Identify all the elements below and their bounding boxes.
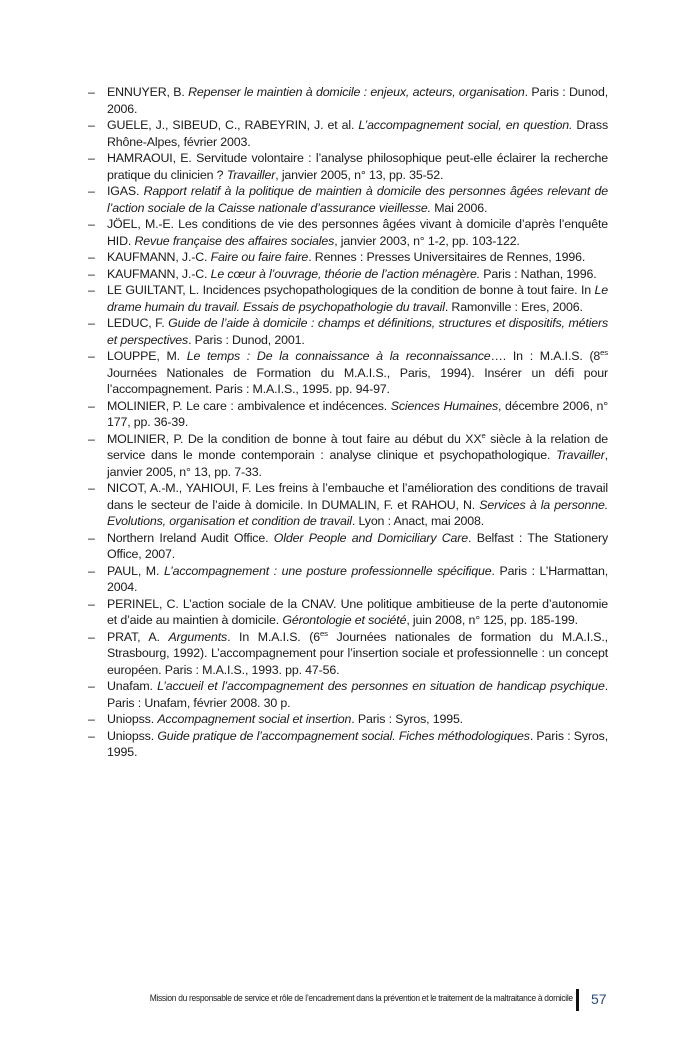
reference-text: ENNUYER, B.: [107, 85, 189, 99]
reference-text: JÖEL, M.-E. Les conditions de vie des personnes âgées vivant à domicile d’après l’enquête HID.: [107, 217, 608, 248]
reference-text: . Belfast : The Stationery Office, 2007.: [107, 530, 608, 561]
reference-title: Le drame humain du travail. Essais de psychopathologie du travail: [107, 283, 608, 314]
list-dash: –: [88, 596, 95, 611]
reference-item: [88, 84, 608, 117]
reference-item: [88, 266, 608, 283]
reference-text: Drass Rhône-Alpes, février 2003.: [107, 118, 608, 149]
list-dash: –: [88, 679, 95, 693]
reference-item: [88, 530, 608, 563]
reference-text: . Ramonville : Eres, 2006.: [444, 299, 583, 314]
list-dash: –: [88, 349, 95, 363]
reference-item: [88, 249, 608, 266]
reference-text: HAMRAOUI, E. Servitude volontaire : l’analyse philosophique peut-elle éclairer la recherche pratique du clinicien ?: [107, 151, 608, 182]
reference-text: Mai 2006.: [430, 200, 488, 215]
reference-text: MOLINIER, P. De la condition de bonne à tout faire au début du XX: [107, 431, 482, 446]
reference-item: [88, 183, 608, 216]
reference-text: . Paris : Syros, 1995.: [351, 712, 463, 726]
reference-item: [88, 711, 608, 728]
reference-text: Uniopss.: [107, 728, 158, 743]
list-dash: –: [88, 712, 95, 726]
reference-text: …. In : M.A.I.S. (8: [490, 349, 601, 363]
reference-text: . Lyon : Anact, mai 2008.: [351, 514, 485, 528]
reference-title: Le cœur à l’ouvrage, théorie de l’action ménagère.: [210, 266, 481, 281]
reference-text: . Rennes : Presses Universitaires de Rennes, 1996.: [308, 250, 586, 264]
reference-item: [88, 480, 608, 530]
reference-item: [88, 431, 608, 481]
reference-text: . Paris : Dunod, 2001.: [188, 332, 305, 347]
reference-title: Older People and Domiciliary Care: [273, 530, 469, 545]
reference-list: [88, 84, 608, 761]
reference-text: GUELE, J., SIBEUD, C., RABEYRIN, J. et al.: [107, 118, 359, 132]
reference-text: LOUPPE, M.: [107, 349, 187, 363]
reference-text: . Paris : Unafam, février 2008. 30 p.: [107, 679, 608, 710]
reference-item: [88, 563, 608, 596]
reference-text: KAUFMANN, J.-C.: [107, 250, 211, 264]
reference-title: Rapport relatif à la politique de maintien à domicile des personnes âgées relevant de l’action sociale de la Caisse nationale d’assurance vieillesse.: [107, 184, 608, 215]
reference-text: . Paris : L’Harmattan, 2004.: [107, 563, 608, 594]
reference-title: L’accueil et l’accompagnement des personnes en situation de handicap psychique: [157, 679, 605, 693]
reference-text: Uniopss.: [107, 712, 158, 726]
reference-title: Accompagnement social et insertion: [157, 712, 352, 726]
reference-text: . Paris : Dunod, 2006.: [107, 85, 608, 116]
reference-title: L’accompagnement : une posture professionnelle spécifique: [163, 563, 492, 578]
reference-title: L’accompagnement social, en question.: [358, 118, 573, 132]
reference-text: , janvier 2005, n° 13, pp. 7-33.: [107, 448, 608, 479]
reference-text: Journées nationales de formation du M.A.I.S., Strasbourg, 1992). L’accompagnement pour l’insertion sociale et professionnelle : un concept européen. Paris : M.A.I.S., 1993. pp. 47-56.: [107, 629, 608, 677]
footer-title: Mission du responsable de service et rôle de l’encadrement dans la prévention et le traitement de la maltraitance à domicile: [149, 993, 573, 1004]
reference-item: [88, 348, 608, 398]
list-dash: –: [88, 151, 95, 165]
reference-text: Unafam.: [107, 679, 158, 693]
page-number: 57: [591, 991, 607, 1007]
reference-text: Paris : Nathan, 1996.: [480, 266, 597, 281]
reference-title: Gérontologie et société: [282, 613, 407, 627]
list-dash: –: [88, 530, 95, 545]
list-dash: –: [88, 563, 95, 578]
reference-item: [88, 629, 608, 679]
reference-text: . Paris : Syros, 1995.: [107, 728, 609, 759]
reference-title: Arguments: [168, 629, 228, 644]
reference-text: LE GUILTANT, L. Incidences psychopathologiques de la condition de bonne à tout faire. In: [107, 283, 595, 297]
reference-text: KAUFMANN, J.-C.: [107, 266, 211, 281]
list-dash: –: [88, 85, 95, 99]
reference-title: Repenser le maintien à domicile : enjeux, acteurs, organisation: [188, 85, 525, 99]
list-dash: –: [88, 431, 95, 446]
list-dash: –: [88, 283, 95, 297]
reference-item: [88, 282, 608, 315]
list-dash: –: [88, 398, 95, 413]
list-dash: –: [88, 481, 95, 495]
reference-item: [88, 678, 608, 711]
list-dash: –: [88, 728, 95, 743]
reference-text: NICOT, A.-M., YAHIOUI, F. Les freins à l’embauche et l’amélioration des conditions de travail dans le secteur de l’aide à domicile. In DUMALIN, F. et RAHOU, N.: [107, 481, 608, 512]
ordinal-suffix: es: [600, 347, 608, 357]
reference-text: IGAS.: [107, 184, 144, 198]
reference-text: MOLINIER, P. Le care : ambivalence et indécences.: [107, 398, 391, 413]
reference-text: , janvier 2005, n° 13, pp. 35-52.: [275, 167, 444, 182]
reference-title: Revue française des affaires sociales: [134, 233, 335, 248]
reference-text: PERINEL, C. L’action sociale de la CNAV. Une politique ambitieuse de la perte d’autonomie et d’aide au maintien à domicile.: [107, 596, 608, 627]
reference-item: [88, 398, 608, 431]
reference-title: Faire ou faire faire: [210, 250, 309, 264]
reference-item: [88, 315, 608, 348]
list-dash: –: [88, 629, 95, 644]
reference-title: Le temps : De la connaissance à la reconnaissance: [186, 349, 491, 363]
reference-text: , juin 2008, n° 125, pp. 185-199.: [406, 613, 578, 627]
reference-title: Guide pratique de l’accompagnement social. Fiches méthodologiques: [157, 728, 530, 743]
reference-text: PAUL, M.: [107, 563, 164, 578]
reference-item: [88, 728, 608, 761]
footer-divider: [576, 989, 579, 1011]
list-dash: –: [88, 217, 95, 231]
list-dash: –: [88, 266, 95, 281]
page-footer: [0, 988, 693, 1012]
reference-title: Travailler: [556, 448, 605, 462]
reference-item: [88, 596, 608, 629]
reference-title: Travailler: [226, 167, 276, 182]
ordinal-suffix: e: [481, 430, 486, 440]
list-dash: –: [88, 118, 95, 132]
reference-text: Northern Ireland Audit Office.: [107, 530, 274, 545]
reference-text: , janvier 2003, n° 1-2, pp. 103-122.: [334, 233, 520, 248]
reference-title: Guide de l’aide à domicile : champs et définitions, structures et dispositifs, métiers et perspectives: [107, 316, 609, 347]
list-dash: –: [88, 184, 95, 198]
reference-text: Journées Nationales de Formation du M.A.I.S., Paris, 1994). Insérer un défi pour l’accompagnement. Paris : M.A.I.S., 1995. pp. 94-97.: [107, 365, 608, 396]
reference-text: siècle à la relation de service dans le monde contemporain : analyse clinique et psychopathologique.: [107, 431, 608, 462]
reference-text: LEDUC, F.: [107, 316, 169, 330]
list-dash: –: [88, 316, 95, 330]
ordinal-suffix: es: [319, 628, 328, 638]
reference-title: Services à la personne. Evolutions, organisation et condition de travail: [107, 497, 608, 528]
reference-text: . In M.A.I.S. (6: [227, 629, 320, 644]
reference-text: PRAT, A.: [107, 629, 169, 644]
reference-item: [88, 216, 608, 249]
reference-title: Sciences Humaines: [390, 398, 499, 413]
reference-text: , décembre 2006, n° 177, pp. 36-39.: [107, 398, 609, 429]
reference-item: [88, 117, 608, 150]
reference-item: [88, 150, 608, 183]
list-dash: –: [88, 250, 95, 264]
